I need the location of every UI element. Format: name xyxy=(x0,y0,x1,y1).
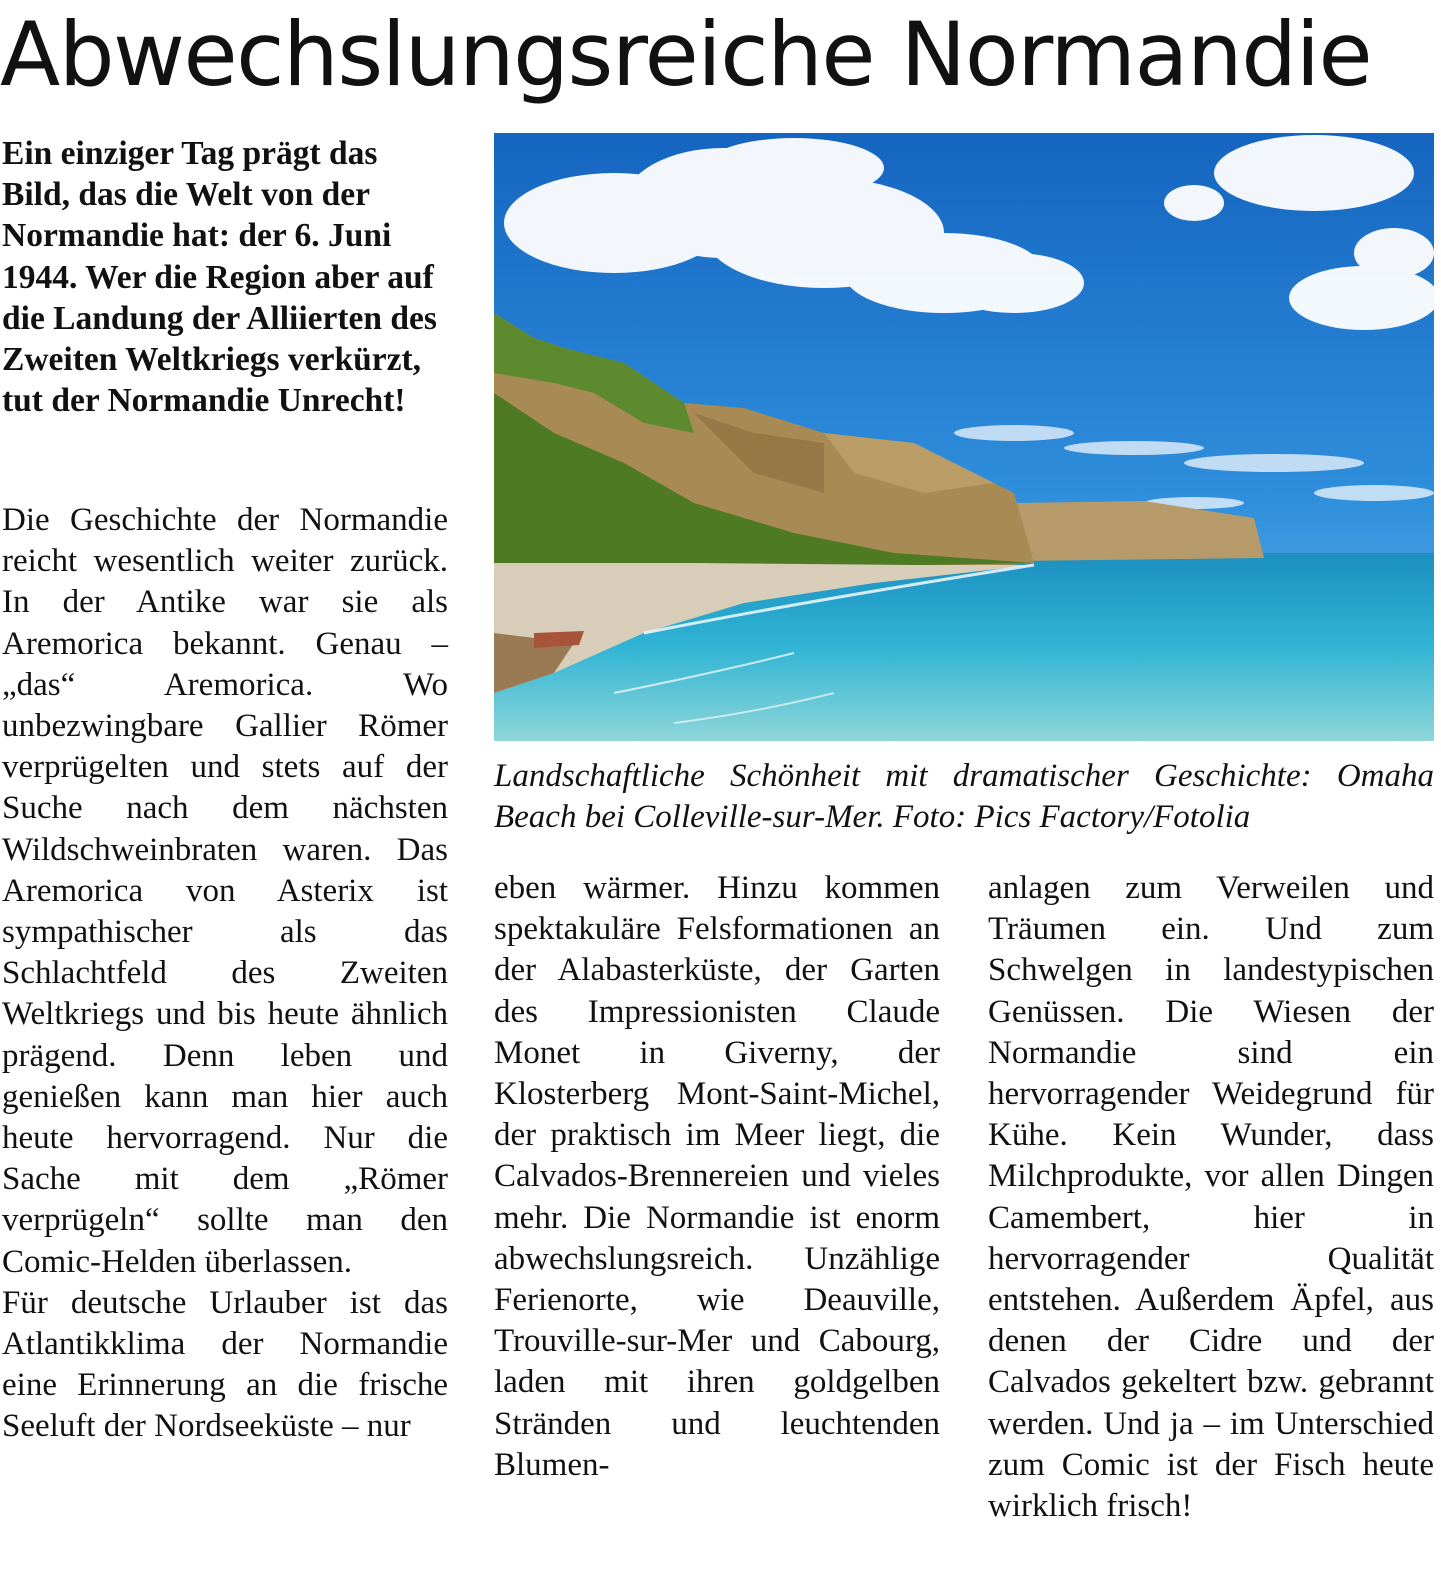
article-column-1 xyxy=(2,500,448,1448)
photo-caption: Landschaftliche Schönheit mit dramatischer Geschichte: Omaha Beach bei Colleville-sur-Mer. Foto: Pics Factory/Fotolia xyxy=(494,758,1434,835)
body-paragraph: Die Geschichte der Normandie reicht wesentlich weiter zurück. In der Antike war sie als Aremorica bekannt. Genau – „das“ Aremorica. Wo unbezwingbare Gallier Römer verprügelten und stets auf der Suche nach dem nächsten Wildschweinbraten waren. Das Aremorica von Asterix ist sympathischer als das Schlachtfeld des Zweiten Weltkriegs und bis heute ähnlich prägend. Denn leben und genießen kann man hier auch heute hervorragend. Nur die Sache mit dem „Römer verprügeln“ sollte man den Comic-Helden überlassen. xyxy=(2,502,448,1280)
article-column-2 xyxy=(494,868,940,1486)
headline: Abwechslungsreiche Normandie xyxy=(0,3,1372,106)
article-column-3 xyxy=(988,868,1434,1527)
body-paragraph: anlagen zum Verweilen und Träumen ein. Und zum Schwelgen in landestypischen Genüssen. Die Wiesen der Normandie sind ein hervorragender Weidegrund für Kühe. Kein Wunder, dass Milchprodukte, vor allen Dingen Camembert, hier in hervorragender Qualität entstehen. Außerdem Äpfel, aus denen der Cidre und der Calvados gekeltert bzw. gebrannt werden. Und ja – im Unterschied zum Comic ist der Fisch heute wirklich frisch! xyxy=(988,870,1434,1525)
beach-photo xyxy=(494,133,1434,741)
body-paragraph: eben wärmer. Hinzu kommen spektakuläre Felsformationen an der Alabasterküste, der Garten des Impressionisten Claude Monet in Giverny, der Klosterberg Mont-Saint-Michel, der praktisch im Meer liegt, die Calvados-Brennereien und vieles mehr. Die Normandie ist enorm abwechslungsreich. Unzählige Ferienorte, wie Deauville, Trouville-sur-Mer und Cabourg, laden mit ihren goldgelben Stränden und leuchtenden Blumen- xyxy=(494,870,940,1483)
lead-paragraph: Ein einziger Tag prägt das Bild, das die Welt von der Normandie hat: der 6. Juni 1944. Wer die Region aber auf die Landung der Alliierten des Zweiten Weltkriegs verkürzt, tut der Normandie Unrecht! xyxy=(2,135,437,420)
body-paragraph: Für deutsche Urlauber ist das Atlantikklima der Normandie eine Erinnerung an die frische Seeluft der Nordseeküste – nur xyxy=(2,1284,448,1445)
